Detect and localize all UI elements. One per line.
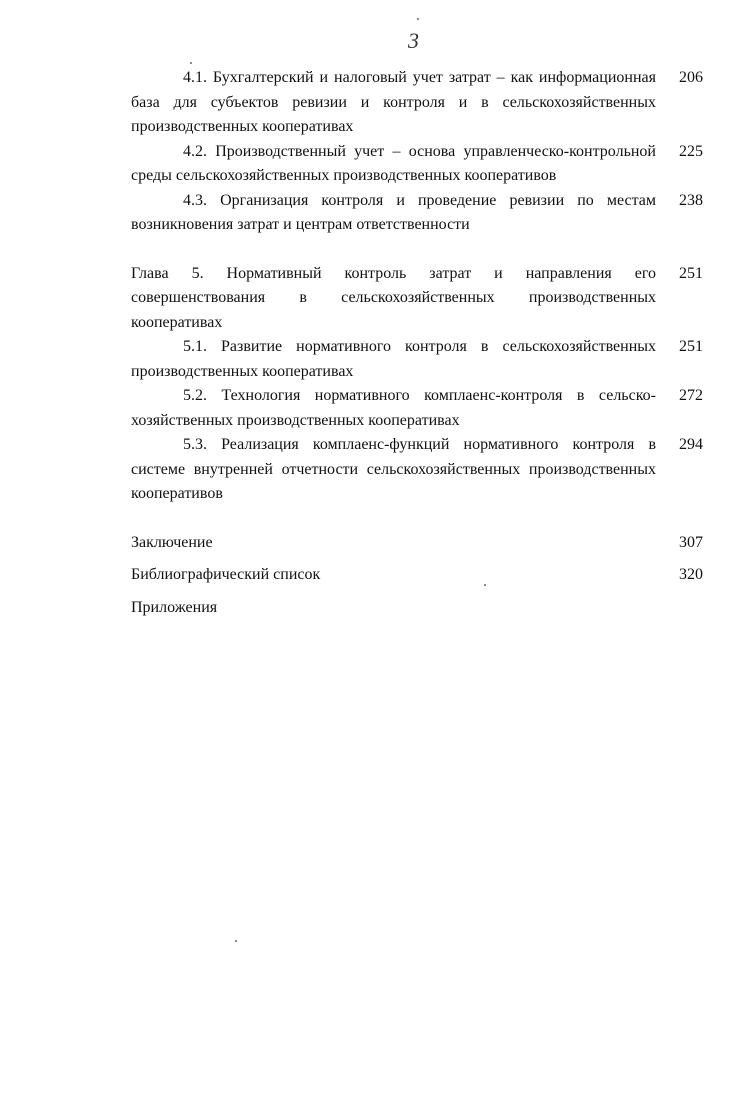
- toc-entry-page: 225: [679, 142, 703, 160]
- toc-entry-page: 320: [679, 566, 703, 583]
- toc-entry-5-2: [131, 384, 703, 433]
- toc-entry-title: 5.2. Технология нормативного комплаенс-контроля в сельско-хозяйственных производственных кооперативах: [131, 387, 656, 429]
- toc-entry-title: 5.1. Развитие нормативного контроля в сельскохозяйственных производственных кооперативах: [131, 338, 656, 380]
- toc-entry-title: Приложения: [131, 598, 218, 616]
- page-number: 3: [408, 28, 419, 53]
- toc-entry-page: 251: [679, 338, 703, 355]
- toc-entry-title: Заключение: [131, 533, 213, 551]
- toc-entry-5-3: [131, 433, 703, 507]
- scan-speck: [235, 940, 237, 942]
- toc-entry-5-1: [131, 335, 703, 384]
- toc-entry-page: 206: [679, 69, 703, 86]
- toc-entry-4-2: [131, 140, 703, 189]
- scan-speck: [190, 62, 192, 64]
- toc-entry-title: 4.2. Производственный учет – основа управленческо-контрольной среды сельскохозяйственных производственных кооперативов: [131, 142, 656, 184]
- toc-entry-page: 251: [679, 264, 703, 282]
- toc-entry-chapter-5: [131, 262, 703, 336]
- toc-entry-conclusion: [131, 531, 703, 556]
- scan-speck: [484, 584, 486, 586]
- table-of-contents: [131, 66, 703, 628]
- scan-speck: [417, 18, 419, 20]
- toc-entry-4-3: [131, 189, 703, 238]
- toc-end-items: [131, 531, 703, 621]
- toc-entry-page: 238: [679, 191, 703, 209]
- toc-entry-title: 5.3. Реализация комплаенс-функций нормативного контроля в системе внутренней отчетности сельскохозяйственных производственных кооперативов: [131, 436, 656, 502]
- toc-entry-title: 4.1. Бухгалтерский и налоговый учет затрат – как информационная база для субъектов ревизии и контроля и в сельскохозяйственных производственных кооперативах: [131, 69, 656, 135]
- toc-entry-title: Библиографический список: [131, 566, 321, 583]
- toc-entry-4-1: [131, 66, 703, 140]
- toc-entry-page: 294: [679, 436, 703, 453]
- toc-entry-appendices: [131, 596, 703, 621]
- toc-entry-page: 272: [679, 387, 703, 404]
- toc-entry-bibliography: [131, 563, 703, 588]
- toc-entry-page: 307: [679, 533, 703, 551]
- toc-entry-title: 4.3. Организация контроля и проведение ревизии по местам возникновения затрат и центрам ответственности: [131, 191, 656, 233]
- toc-chapter-title: Глава 5. Нормативный контроль затрат и направления его совершенствования в сельскохозяйственных производственных кооперативах: [131, 264, 656, 331]
